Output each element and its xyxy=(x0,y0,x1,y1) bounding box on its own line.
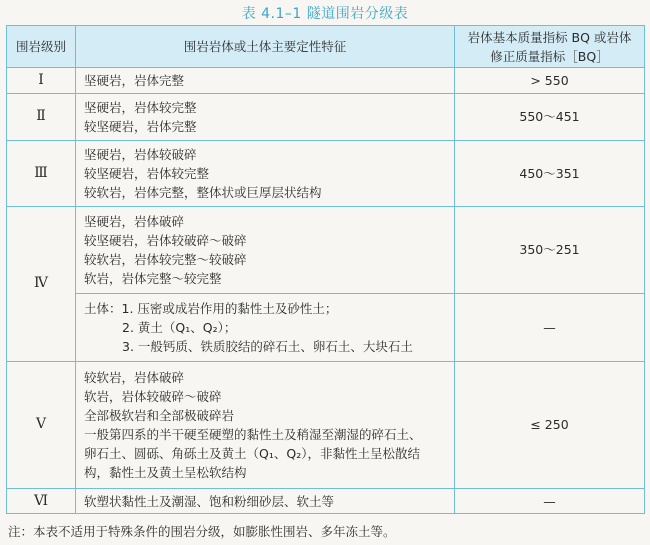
header-grade: 围岩级别 xyxy=(7,26,76,68)
feature-line: 较坚硬岩，岩体较破碎～破碎 xyxy=(84,232,247,248)
grade-cell: Ⅳ xyxy=(7,207,76,361)
grade-cell: Ⅵ xyxy=(7,489,76,514)
feature-line: 3. 一般钙质、铁质胶结的碎石土、卵石土、大块石土 xyxy=(122,338,413,354)
header-bq-line1: 岩体基本质量指标 BQ 或岩体 xyxy=(467,29,632,45)
feature-cell xyxy=(76,141,455,207)
table-row xyxy=(7,293,645,361)
grade-cell: Ⅴ xyxy=(7,361,76,489)
feature-line: 较坚硬岩，岩体较完整 xyxy=(84,166,210,182)
header-features: 围岩岩体或土体主要定性特征 xyxy=(76,26,455,68)
table-header-row xyxy=(7,26,645,68)
table-row xyxy=(7,68,645,94)
feature-line: 坚硬岩，岩体较完整 xyxy=(84,99,197,115)
feature-line: 全部极软岩和全部极破碎岩 xyxy=(84,407,235,423)
table-row xyxy=(7,361,645,489)
bq-cell: 450～351 xyxy=(455,141,645,207)
grade-cell: Ⅰ xyxy=(7,68,76,94)
grade-cell: Ⅲ xyxy=(7,141,76,207)
feature-line: 2. 黄土（Q₁、Q₂）； xyxy=(122,319,237,335)
bq-cell: ≤ 250 xyxy=(455,361,645,489)
feature-cell xyxy=(76,361,455,489)
grade-cell: Ⅱ xyxy=(7,93,76,140)
table-row xyxy=(7,141,645,207)
feature-line: 较坚硬岩，岩体完整 xyxy=(84,118,197,134)
bq-cell: 350～251 xyxy=(455,207,645,294)
table-row xyxy=(7,207,645,294)
feature-line: 坚硬岩，岩体破碎 xyxy=(84,213,185,229)
table-caption: 表 4.1–1 隧道围岩分级表 xyxy=(241,6,409,22)
feature-line: 较软岩，岩体完整，整体状或巨厚层状结构 xyxy=(84,185,322,201)
header-bq-line2: 修正质量指标［BQ］ xyxy=(490,48,609,64)
bq-cell: — xyxy=(455,293,645,361)
feature-line: 土体：1. 压密或成岩作用的黏性土及砂性土； xyxy=(84,300,338,316)
feature-line: 较软岩，岩体破碎 xyxy=(84,369,185,385)
feature-cell xyxy=(76,68,455,94)
bq-cell: 550～451 xyxy=(455,93,645,140)
feature-line: 软岩，岩体较破碎～破碎 xyxy=(84,388,222,404)
feature-line: 坚硬岩，岩体较破碎 xyxy=(84,147,197,163)
feature-line: 构，黏性土及黄土呈松软结构 xyxy=(84,464,247,480)
feature-line: 坚硬岩，岩体完整 xyxy=(84,72,185,88)
rock-classification-table xyxy=(6,25,645,514)
feature-line: 软岩，岩体完整～较完整 xyxy=(84,270,222,286)
feature-cell xyxy=(76,93,455,140)
bq-cell: > 550 xyxy=(455,68,645,94)
header-bq xyxy=(455,26,645,68)
feature-cell xyxy=(76,489,455,514)
bq-cell: — xyxy=(455,489,645,514)
feature-line: 软塑状黏性土及潮湿、饱和粉细砂层、软土等 xyxy=(84,493,335,509)
table-row xyxy=(7,489,645,514)
feature-cell xyxy=(76,293,455,361)
feature-line: 较软岩，岩体较完整～较破碎 xyxy=(84,251,247,267)
feature-line: 卵石土、圆砾、角砾土及黄土（Q₁、Q₂），非黏性土呈松散结 xyxy=(84,445,420,461)
feature-line: 一般第四系的半干硬至硬塑的黏性土及稍湿至潮湿的碎石土、 xyxy=(84,426,422,442)
feature-cell xyxy=(76,207,455,294)
table-note: 注：本表不适用于特殊条件的围岩分级，如膨胀性围岩、多年冻土等。 xyxy=(8,524,396,539)
table-row xyxy=(7,93,645,140)
